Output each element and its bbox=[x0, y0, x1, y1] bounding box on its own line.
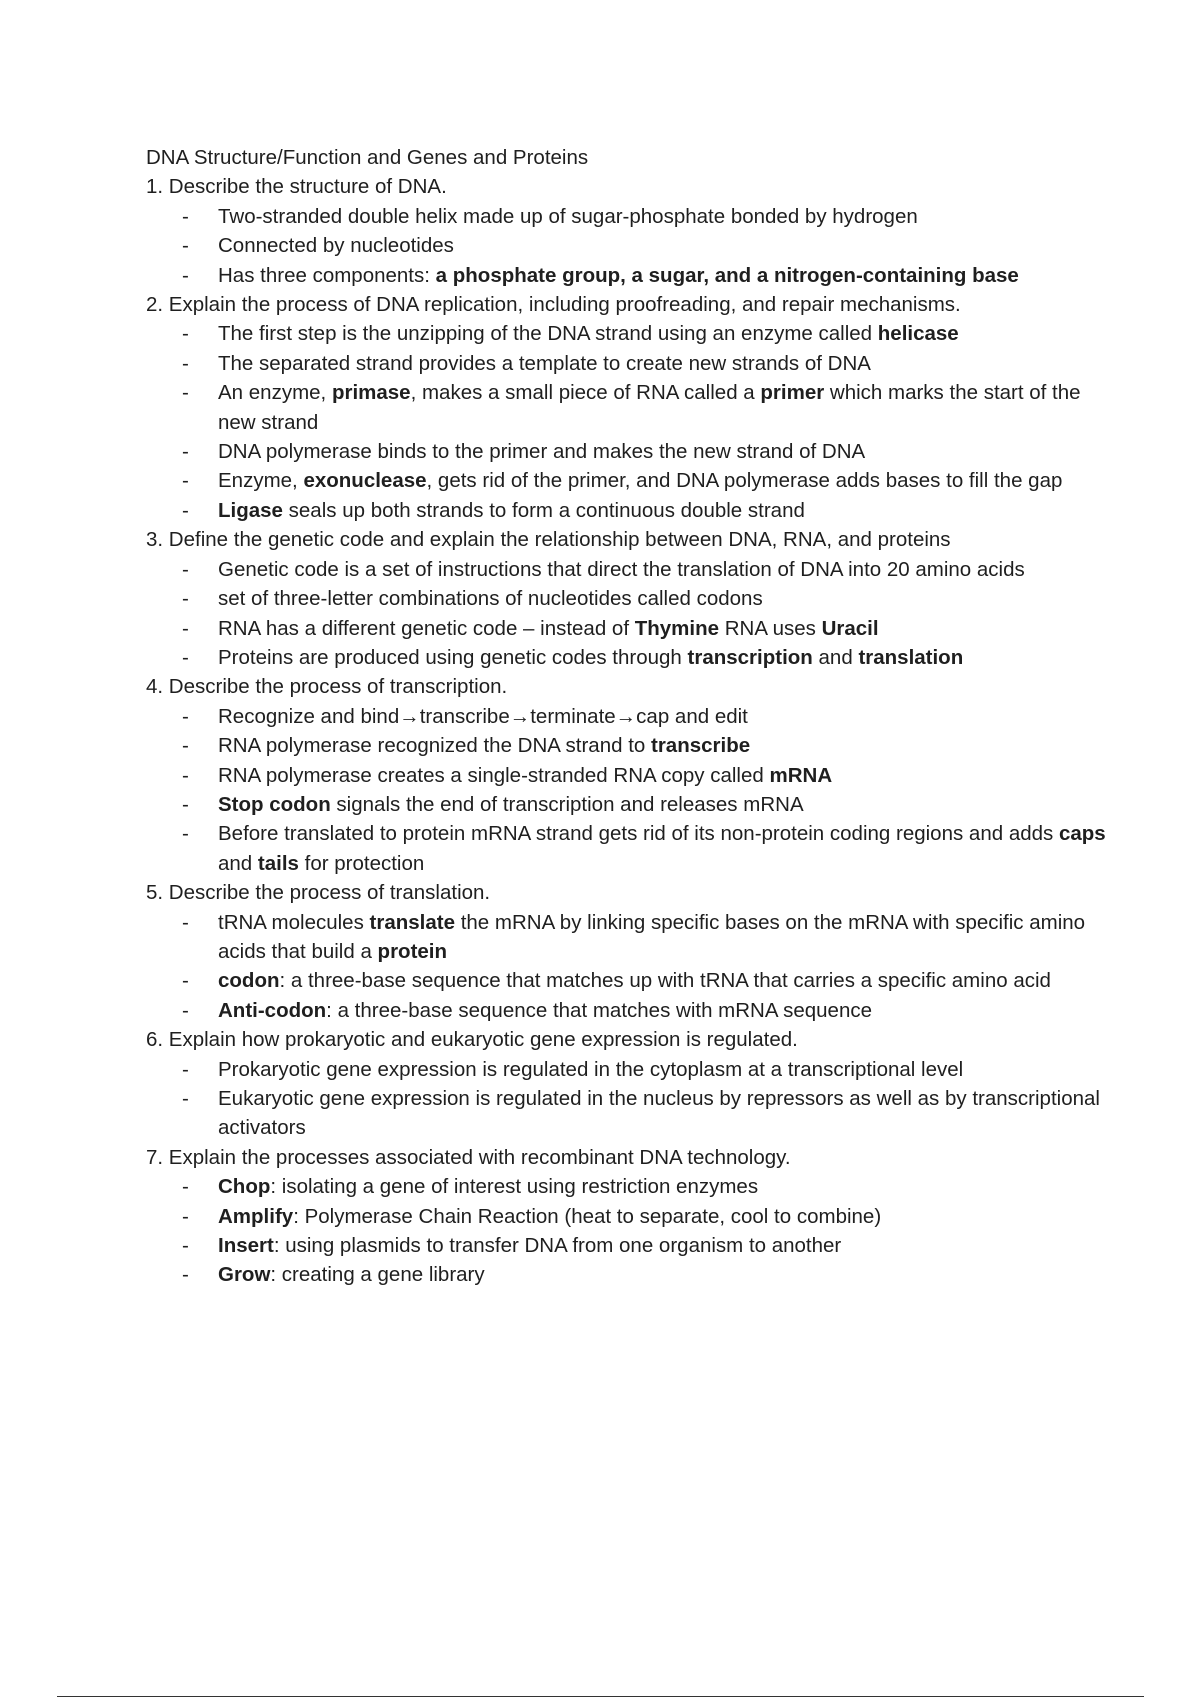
bullet-text: Prokaryotic gene expression is regulated in the cytoplasm at a transcriptional level bbox=[218, 1057, 964, 1081]
bullet-list bbox=[146, 1055, 1116, 1143]
bullet-item bbox=[146, 761, 1116, 790]
bullet-text: , makes a small piece of RNA called a bbox=[410, 381, 761, 405]
bullet-text: Recognize and bind→transcribe→terminate→cap and edit bbox=[218, 704, 748, 728]
bullet-text: The separated strand provides a template to create new strands of DNA bbox=[218, 351, 871, 375]
bold-term: tails bbox=[257, 851, 299, 875]
bold-term: Chop bbox=[218, 1175, 271, 1199]
bold-term: a phosphate group, a sugar, and a nitrogen-containing base bbox=[435, 263, 1019, 287]
question-section bbox=[146, 525, 1116, 672]
bullet-text: , gets rid of the primer, and DNA polymerase adds bases to fill the gap bbox=[426, 469, 1063, 493]
bullet-text: : isolating a gene of interest using restriction enzymes bbox=[270, 1175, 759, 1199]
bullet-text: Has three components: bbox=[218, 263, 436, 287]
page-bottom-rule bbox=[57, 1696, 1144, 1697]
bullet-dash: - bbox=[182, 1057, 189, 1081]
bullet-list bbox=[146, 319, 1116, 525]
bold-term: Insert bbox=[218, 1234, 274, 1258]
bullet-dash: - bbox=[182, 616, 189, 640]
question-heading: 1. Describe the structure of DNA. bbox=[146, 175, 447, 199]
bullet-dash: - bbox=[182, 322, 189, 346]
bullet-item bbox=[146, 966, 1116, 995]
bullet-dash: - bbox=[182, 1234, 189, 1258]
bullet-dash: - bbox=[182, 557, 189, 581]
bullet-item bbox=[146, 731, 1116, 760]
question-section bbox=[146, 1025, 1116, 1143]
bullet-dash: - bbox=[182, 469, 189, 493]
bullet-item bbox=[146, 231, 1116, 260]
bullet-dash: - bbox=[182, 910, 189, 934]
bullet-dash: - bbox=[182, 351, 189, 375]
bold-term: Uracil bbox=[821, 616, 879, 640]
bullet-text: tRNA molecules bbox=[218, 910, 370, 934]
bullet-dash: - bbox=[182, 440, 189, 464]
bullet-text: Connected by nucleotides bbox=[218, 234, 454, 258]
bold-term: Anti-codon bbox=[218, 998, 327, 1022]
bullet-dash: - bbox=[182, 1087, 189, 1110]
bullet-item bbox=[146, 790, 1116, 819]
bold-term: codon bbox=[218, 969, 280, 993]
bullet-text: Proteins are produced using genetic codes through bbox=[218, 645, 688, 669]
bullet-text: : using plasmids to transfer DNA from one organism to another bbox=[273, 1234, 842, 1258]
sections-container bbox=[146, 172, 1116, 1289]
question-section bbox=[146, 672, 1116, 878]
bullet-text: signals the end of transcription and releases mRNA bbox=[330, 792, 804, 816]
bold-term: Grow bbox=[218, 1263, 271, 1287]
bullet-item bbox=[146, 496, 1116, 525]
bold-term: translation bbox=[858, 645, 964, 669]
bullet-item bbox=[146, 1084, 1116, 1143]
bold-term: transcription bbox=[687, 645, 813, 669]
bullet-item bbox=[146, 702, 1116, 731]
bold-term: primase bbox=[331, 381, 411, 405]
question-heading: 2. Explain the process of DNA replication, including proofreading, and repair mechanisms. bbox=[146, 293, 961, 317]
bullet-dash: - bbox=[182, 1204, 189, 1228]
bullet-text: Two-stranded double helix made up of sugar-phosphate bonded by hydrogen bbox=[218, 204, 918, 228]
bullet-text: Genetic code is a set of instructions that direct the translation of DNA into 20 amino acids bbox=[218, 557, 1025, 581]
bullet-text: RNA has a different genetic code – instead of bbox=[218, 616, 635, 640]
bullet-text: : creating a gene library bbox=[270, 1263, 485, 1287]
bullet-dash: - bbox=[182, 587, 189, 611]
bullet-item bbox=[146, 555, 1116, 584]
bullet-dash: - bbox=[182, 969, 189, 993]
question-section bbox=[146, 1143, 1116, 1290]
bullet-item bbox=[146, 1231, 1116, 1260]
bullet-item bbox=[146, 1055, 1116, 1084]
bullet-text: for protection bbox=[298, 851, 425, 875]
bullet-text: DNA polymerase binds to the primer and makes the new strand of DNA bbox=[218, 440, 866, 464]
bullet-item bbox=[146, 437, 1116, 466]
question-heading: 5. Describe the process of translation. bbox=[146, 881, 491, 905]
bullet-list bbox=[146, 702, 1116, 878]
bullet-dash: - bbox=[182, 822, 189, 846]
bullet-item bbox=[146, 466, 1116, 495]
bold-term: translate bbox=[369, 910, 455, 934]
bullet-list bbox=[146, 1172, 1116, 1290]
question-heading: 6. Explain how prokaryotic and eukaryotic gene expression is regulated. bbox=[146, 1028, 798, 1052]
bold-term: primer bbox=[760, 381, 825, 405]
bullet-list bbox=[146, 555, 1116, 673]
bullet-item bbox=[146, 819, 1116, 878]
bullet-list bbox=[146, 908, 1116, 1026]
bullet-item bbox=[146, 908, 1116, 967]
bullet-text: and bbox=[812, 645, 859, 669]
question-section bbox=[146, 878, 1116, 1025]
document-page bbox=[146, 143, 1116, 1290]
bullet-dash: - bbox=[182, 1263, 189, 1287]
bullet-dash: - bbox=[182, 734, 189, 758]
bullet-item bbox=[146, 584, 1116, 613]
bullet-dash: - bbox=[182, 645, 189, 669]
bold-term: exonuclease bbox=[303, 469, 427, 493]
bullet-item bbox=[146, 261, 1116, 290]
bold-term: caps bbox=[1058, 822, 1106, 846]
bullet-text: which marks the start of the new strand bbox=[218, 381, 1081, 434]
bullet-dash: - bbox=[182, 381, 189, 405]
bold-term: Amplify bbox=[218, 1204, 294, 1228]
bullet-dash: - bbox=[182, 204, 189, 228]
question-heading: 3. Define the genetic code and explain the relationship between DNA, RNA, and proteins bbox=[146, 528, 951, 552]
bullet-text: RNA polymerase recognized the DNA strand to bbox=[218, 734, 651, 758]
bold-term: helicase bbox=[877, 322, 959, 346]
bullet-text: RNA uses bbox=[719, 616, 822, 640]
question-section bbox=[146, 290, 1116, 525]
bullet-text: : a three-base sequence that matches with mRNA sequence bbox=[326, 998, 873, 1022]
bullet-item bbox=[146, 1172, 1116, 1201]
bullet-text: : Polymerase Chain Reaction (heat to separate, cool to combine) bbox=[293, 1204, 882, 1228]
bullet-dash: - bbox=[182, 1175, 189, 1199]
bold-term: transcribe bbox=[651, 734, 751, 758]
bullet-text: RNA polymerase creates a single-stranded RNA copy called bbox=[218, 763, 770, 787]
bullet-item bbox=[146, 1260, 1116, 1289]
bold-term: Ligase bbox=[218, 498, 283, 522]
bullet-dash: - bbox=[182, 998, 189, 1022]
bullet-text: and bbox=[218, 851, 258, 875]
bullet-text: Eukaryotic gene expression is regulated in the nucleus by repressors as well as by transcriptional activators bbox=[218, 1087, 1100, 1140]
document-title: DNA Structure/Function and Genes and Proteins bbox=[146, 146, 589, 169]
bullet-dash: - bbox=[182, 704, 189, 728]
bullet-item bbox=[146, 319, 1116, 348]
bold-term: protein bbox=[377, 939, 448, 963]
bullet-text: An enzyme, bbox=[218, 381, 332, 405]
bullet-dash: - bbox=[182, 234, 189, 258]
bullet-text: the mRNA by linking specific bases on the mRNA with specific amino acids that build a bbox=[218, 910, 1086, 963]
bullet-item bbox=[146, 378, 1116, 437]
bullet-dash: - bbox=[182, 763, 189, 787]
bullet-text: seals up both strands to form a continuous double strand bbox=[282, 498, 805, 522]
bullet-item bbox=[146, 614, 1116, 643]
bullet-item bbox=[146, 643, 1116, 672]
bullet-item bbox=[146, 202, 1116, 231]
bullet-dash: - bbox=[182, 498, 189, 522]
bold-term: Stop codon bbox=[218, 792, 331, 816]
bullet-text: Before translated to protein mRNA strand gets rid of its non-protein coding regions and adds bbox=[218, 822, 1059, 846]
bullet-item bbox=[146, 349, 1116, 378]
bold-term: Thymine bbox=[634, 616, 720, 640]
question-heading: 7. Explain the processes associated with recombinant DNA technology. bbox=[146, 1145, 791, 1169]
bullet-text: set of three-letter combinations of nucleotides called codons bbox=[218, 587, 763, 611]
bullet-text: The first step is the unzipping of the DNA strand using an enzyme called bbox=[218, 322, 878, 346]
bullet-dash: - bbox=[182, 792, 189, 816]
question-section bbox=[146, 172, 1116, 290]
bullet-text: Enzyme, bbox=[218, 469, 304, 493]
question-heading: 4. Describe the process of transcription. bbox=[146, 675, 508, 699]
bullet-item bbox=[146, 1202, 1116, 1231]
bullet-text: : a three-base sequence that matches up with tRNA that carries a specific amino acid bbox=[279, 969, 1051, 993]
bold-term: mRNA bbox=[769, 763, 833, 787]
bullet-item bbox=[146, 996, 1116, 1025]
bullet-list bbox=[146, 202, 1116, 290]
bullet-dash: - bbox=[182, 263, 189, 287]
